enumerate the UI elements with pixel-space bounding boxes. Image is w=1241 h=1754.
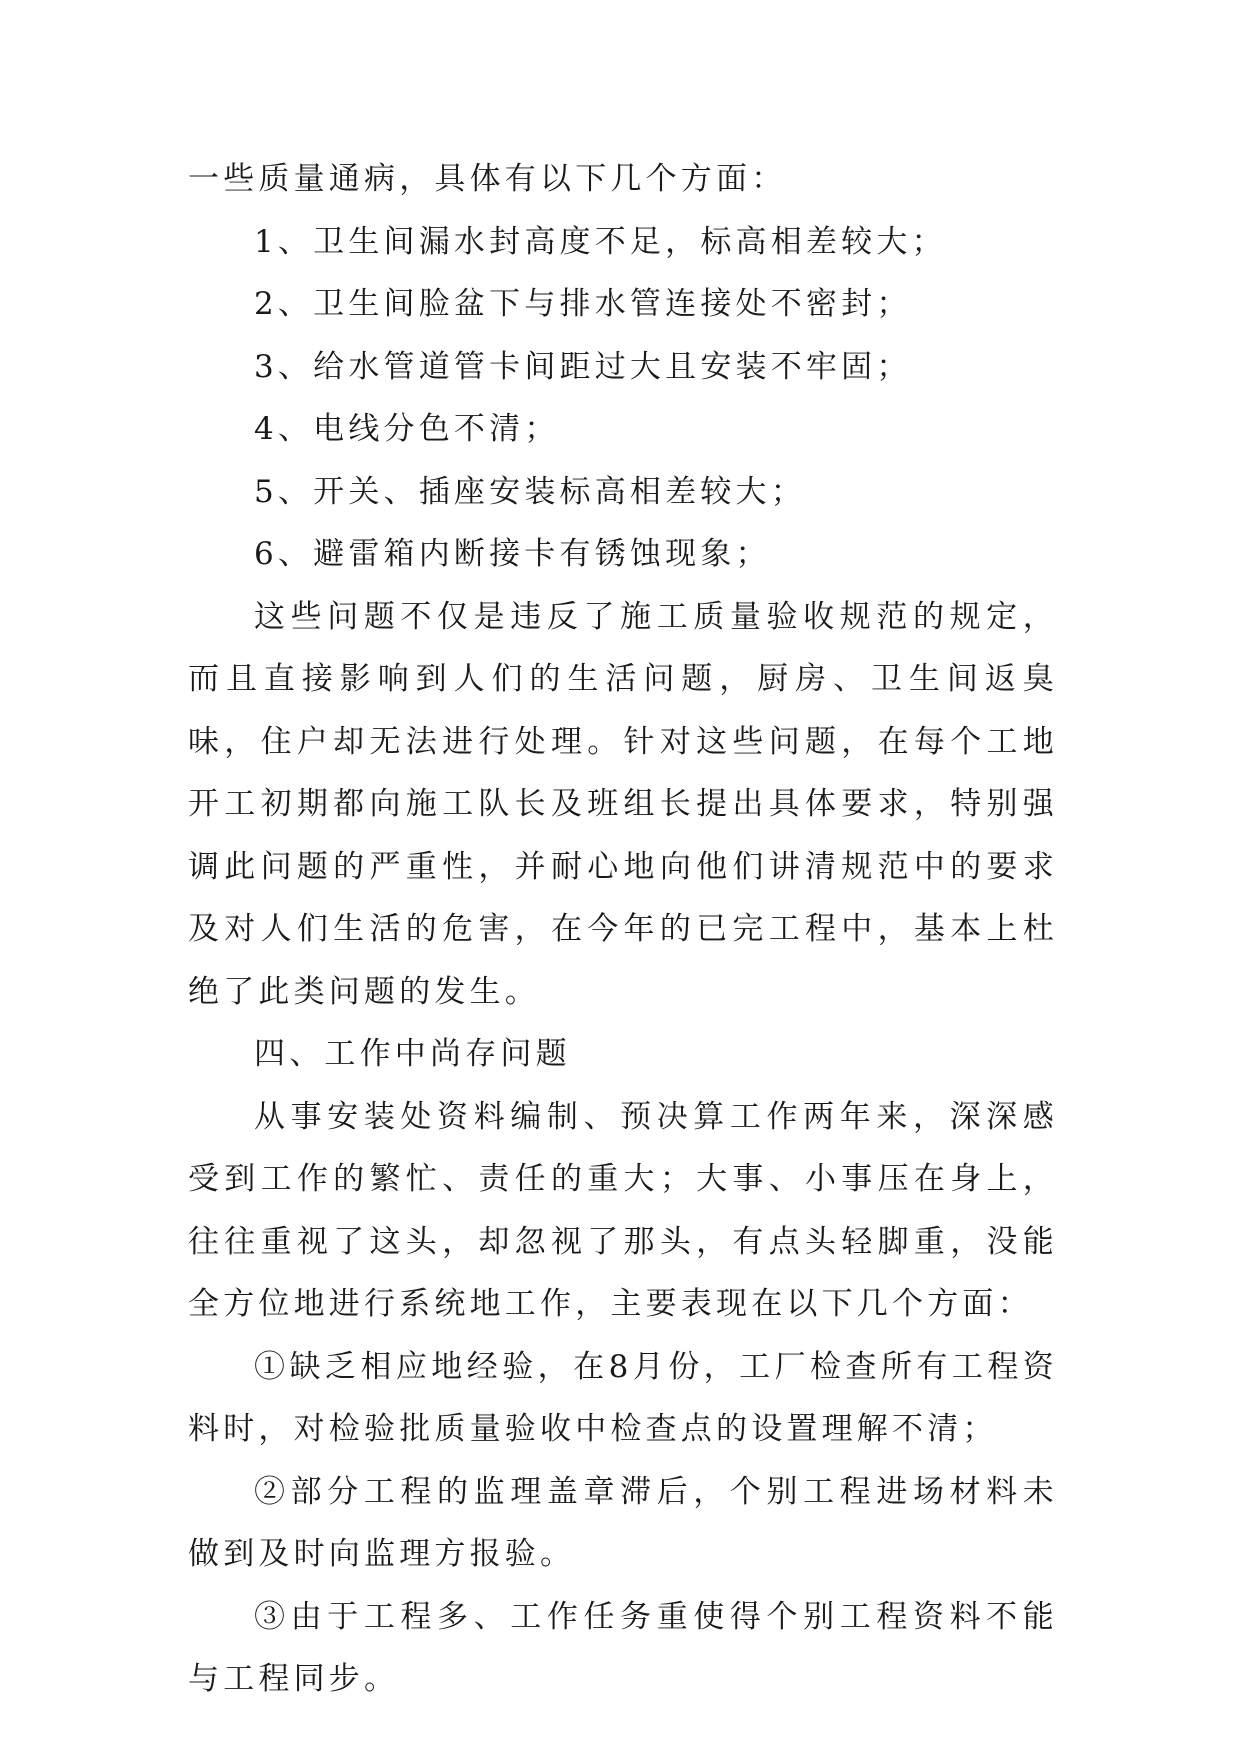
paragraph-work-reflection: 从事安装处资料编制、预决算工作两年来，深深感受到工作的繁忙、责任的重大；大事、小事压在身上，往往重视了这头，却忽视了那头，有点头轻脚重，没能全方位地进行系统地工作，主要表现在以下几个方面： — [188, 1098, 1058, 1322]
issue-item-2: ②部分工程的监理盖章滞后，个别工程进场材料未做到及时向监理方报验。 — [188, 1473, 1058, 1572]
document-page — [188, 148, 1058, 1711]
list-item-6: 6、避雷箱内断接卡有锈蚀现象； — [254, 536, 771, 572]
issue-item-1: ①缺乏相应地经验，在8月份，工厂检查所有工程资料时，对检验批质量验收中检查点的设置理解不清； — [188, 1348, 1058, 1447]
list-item-1: 1、卫生间漏水封高度不足，标高相差较大； — [254, 223, 947, 260]
issue-item-3: ③由于工程多、工作任务重使得个别工程资料不能与工程同步。 — [188, 1598, 1058, 1697]
section-heading: 四、工作中尚存问题 — [254, 1036, 571, 1072]
paragraph-problems-summary: 这些问题不仅是违反了施工质量验收规范的规定，而且直接影响到人们的生活问题，厨房、卫生间返臭味，住户却无法进行处理。针对这些问题，在每个工地开工初期都向施工队长及班组长提出具体要求，特别强调此问题的严重性，并耐心地向他们讲清规范中的要求及对人们生活的危害，在今年的已完工程中，基本上杜绝了此类问题的发生。 — [188, 598, 1058, 1010]
paragraph-intro: 一些质量通病，具体有以下几个方面： — [188, 161, 787, 197]
list-item-2: 2、卫生间脸盆下与排水管连接处不密封； — [254, 286, 912, 322]
list-item-5: 5、开关、插座安装标高相差较大； — [254, 473, 806, 510]
list-item-3: 3、给水管道管卡间距过大且安装不牢固； — [254, 348, 912, 385]
list-item-4: 4、电线分色不清； — [254, 411, 560, 447]
